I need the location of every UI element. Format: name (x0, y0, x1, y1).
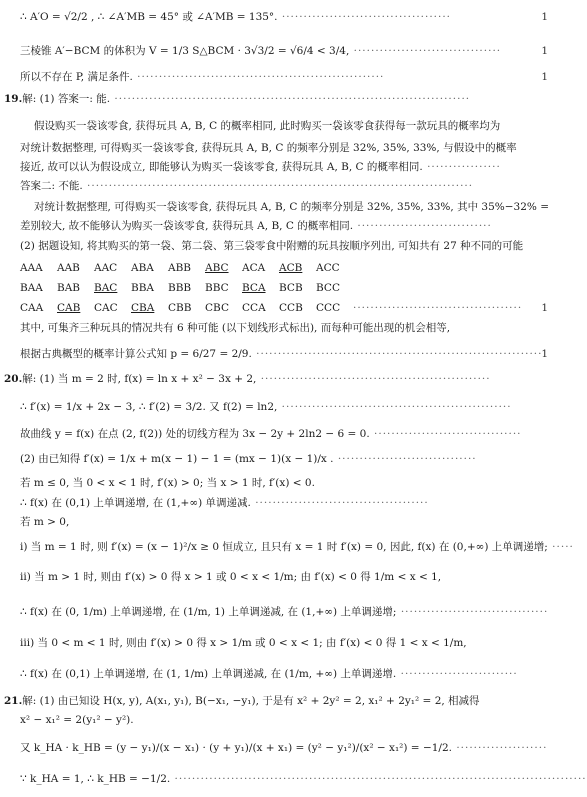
text-line-l10 (20, 219, 548, 233)
line-text: 答案二: 不能. (20, 180, 83, 192)
outcome-cell: BBA (131, 282, 155, 294)
outcome-cell: CAC (94, 302, 118, 314)
outcome-cell: AAA (20, 262, 43, 274)
line-text: ∴ f′(x) = 1/x + 2x − 3, ∴ f′(2) = 3/2. 又 f(2) = ln2, (20, 401, 278, 413)
text-line-l02 (20, 44, 548, 58)
line-text: x² − x₁² = 2(y₁² − y²). (20, 714, 134, 726)
leader-dots: ····················································· (256, 373, 491, 385)
line-text: (2) 由已知得 f′(x) = 1/x + m(x − 1) − 1 = (mx − 1)(x − 1)/x . (20, 453, 334, 465)
outcome-cell: CAA (20, 302, 44, 314)
outcome-row (20, 281, 548, 295)
outcome-cell: BCB (279, 282, 303, 294)
question-number: 21. (4, 695, 23, 707)
text-line-l22 (20, 496, 548, 510)
leader-dots: ·································· (369, 428, 522, 440)
line-text: 解: (1) 由已知设 H(x, y), A(x₁, y₁), B(−x₁, −y₁), 于是有 x² + 2y² = 2, x₁² + 2y₁² = 2, 相减得 (22, 695, 480, 707)
outcome-row (20, 261, 548, 275)
outcome-cell: BBC (205, 282, 229, 294)
line-text: (2) 据题设知, 将其购买的第一袋、第二袋、第三袋零食中附赠的玩具按顺序列出, 可知共有 27 种不同的可能 (20, 240, 524, 252)
text-line-l06 (20, 141, 548, 155)
outcome-cell: AAC (94, 262, 118, 274)
outcome-cell: CCB (279, 302, 303, 314)
text-line-l28 (20, 667, 548, 681)
text-line-l16 (20, 347, 548, 361)
line-text: ii) 当 m > 1 时, 则由 f′(x) > 0 得 x > 1 或 0 < x < 1/m; 由 f′(x) < 0 得 1/m < x < 1, (20, 571, 442, 583)
outcome-cell: BAC (94, 282, 118, 294)
outcome-cell: BCA (242, 282, 266, 294)
line-text: ∴ A′O = √2/2 , ∴ ∠A′MB = 45° 或 ∠A′MB = 135°. (20, 11, 278, 23)
line-text: 若 m ≤ 0, 当 0 < x < 1 时, f′(x) > 0; 当 x > 1 时, f′(x) < 0. (20, 477, 315, 489)
text-line-l08 (20, 179, 548, 193)
question-number: 19. (4, 93, 23, 105)
outcome-cell: CBC (205, 302, 229, 314)
score-mark: 1 (541, 11, 548, 23)
leader-dots: ································ (333, 453, 477, 465)
leader-dots: ·················································································· (110, 93, 471, 105)
line-text: 若 m > 0, (20, 516, 70, 528)
text-line-l19 (20, 427, 548, 441)
outcome-cell: ACA (242, 262, 266, 274)
text-line-l07 (20, 160, 548, 174)
leader-dots: ························································································· (82, 180, 474, 192)
text-line-l15 (20, 321, 548, 335)
line-text: i) 当 m = 1 时, 则 f′(x) = (x − 1)²/x ≥ 0 恒成立, 且只有 x = 1 时 f′(x) = 0, 因此, f(x) 在 (0,+∞) 上单调递增; (20, 541, 548, 553)
text-line-l29 (4, 694, 548, 708)
outcome-cell: BAA (20, 282, 43, 294)
outcome-cell: CCC (316, 302, 341, 314)
leader-dots: ······································· (277, 11, 452, 23)
text-line-l25 (20, 570, 548, 584)
text-line-l18 (20, 400, 548, 414)
line-text: iii) 当 0 < m < 1 时, 则由 f′(x) > 0 得 x > 1/m 或 0 < x < 1; 由 f′(x) < 0 得 1 < x < 1/m, (20, 637, 467, 649)
line-text: 接近, 故可以认为假设成立, 即能够认为购买一袋该零食, 获得玩具 A, B, C 的概率相同. (20, 161, 423, 173)
leader-dots: ··························· (396, 668, 518, 680)
leader-dots: ······························································································· (170, 773, 587, 785)
outcome-cell: CAB (57, 302, 81, 314)
line-text: 根据古典概型的概率计算公式知 p = 6/27 = 2/9. (20, 348, 252, 360)
line-text: ∴ f(x) 在 (0, 1/m) 上单调递增, 在 (1/m, 1) 上单调递减, 在 (1,+∞) 上单调递增; (20, 606, 397, 618)
line-text: 故曲线 y = f(x) 在点 (2, f(2)) 处的切线方程为 3x − 2y + 2ln2 − 6 = 0. (20, 428, 370, 440)
text-line-l17 (4, 372, 548, 386)
text-line-l01 (20, 10, 548, 24)
score-mark: 1 (541, 71, 548, 83)
outcome-row (20, 301, 548, 315)
line-text: ∵ k_HA = 1, ∴ k_HB = −1/2. (20, 773, 171, 785)
leader-dots: ························································· (132, 71, 385, 83)
outcome-cell: BCC (316, 282, 340, 294)
leader-dots: ······························· (353, 220, 492, 232)
outcome-cell: CCA (242, 302, 266, 314)
text-line-l04 (4, 92, 548, 106)
text-line-l20 (20, 452, 548, 466)
line-text: 所以不存在 P, 满足条件. (20, 71, 133, 83)
score-mark: 1 (541, 348, 548, 360)
leader-dots: ·································· (396, 606, 549, 618)
outcome-cell: CBA (131, 302, 155, 314)
text-line-l31 (20, 741, 548, 755)
score-mark: 1 (541, 45, 548, 57)
outcome-cell: CBB (168, 302, 192, 314)
text-line-l09 (34, 200, 548, 214)
outcome-cell: ABA (131, 262, 154, 274)
line-text: 对统计数据整理, 可得购买一袋该零食, 获得玩具 A, B, C 的频率分别是 32%, 35%, 33%, 其中 35%−32% = (34, 201, 550, 213)
line-text: 对统计数据整理, 可得购买一袋该零食, 获得玩具 A, B, C 的频率分别是 32%, 35%, 33%, 与假设中的概率 (20, 142, 517, 154)
outcome-cell: ABC (205, 262, 229, 274)
leader-dots: ········································ (250, 497, 429, 509)
line-text: 三棱锥 A′−BCM 的体积为 V = 1/3 S△BCM · 3√3/2 = √6/4 < 3/4, (20, 45, 350, 57)
text-line-l03 (20, 70, 548, 84)
line-text: ∴ f(x) 在 (0,1) 上单调递增, 在 (1,+∞) 单调递减. (20, 497, 251, 509)
outcome-cell: ACC (316, 262, 340, 274)
text-line-l23 (20, 515, 548, 529)
leader-dots: ················· (422, 161, 501, 173)
text-line-l30 (20, 713, 548, 727)
line-text: 解: (1) 当 m = 2 时, f(x) = ln x + x² − 3x + 2, (22, 373, 257, 385)
outcome-cell: ABB (168, 262, 192, 274)
line-text: 假设购买一袋该零食, 获得玩具 A, B, C 的概率相同, 此时购买一袋该零食获得每一款玩具的概率均为 (34, 120, 501, 132)
text-line-l24 (20, 540, 574, 554)
line-text: ∴ f(x) 在 (0,1) 上单调递增, 在 (1, 1/m) 上单调递减, 在 (1/m, +∞) 上单调递增. (20, 668, 397, 680)
outcome-cell: BAB (57, 282, 81, 294)
leader-dots: ·································································· (251, 348, 543, 360)
text-line-l32 (20, 772, 587, 786)
question-number: 20. (4, 373, 23, 385)
leader-dots: ····················· (451, 742, 548, 754)
leader-dots: ·································· (349, 45, 502, 57)
outcome-cell: BBB (168, 282, 192, 294)
text-line-l11 (20, 239, 548, 253)
line-text: 又 k_HA · k_HB = (y − y₁)/(x − x₁) · (y + y₁)/(x + x₁) = (y² − y₁²)/(x² − x₁²) = −1/2. (20, 742, 452, 754)
line-text: 解: (1) 答案一: 能. (22, 93, 111, 105)
leader-dots: ····· (547, 541, 574, 553)
leader-dots: ······································· (353, 302, 523, 314)
score-mark: 1 (541, 302, 548, 314)
line-text: 差别较大, 故不能够认为购买一袋该零食, 获得玩具 A, B, C 的概率相同. (20, 220, 354, 232)
outcome-cell: AAB (57, 262, 80, 274)
text-line-l26 (20, 605, 548, 619)
text-line-l27 (20, 636, 548, 650)
text-line-l21 (20, 476, 548, 490)
text-line-l05 (34, 119, 548, 133)
leader-dots: ····················································· (277, 401, 512, 413)
outcome-cell: ACB (279, 262, 303, 274)
line-text: 其中, 可集齐三种玩具的情况共有 6 种可能 (以下划线形式标出), 而每种可能出现的机会相等, (20, 322, 451, 334)
